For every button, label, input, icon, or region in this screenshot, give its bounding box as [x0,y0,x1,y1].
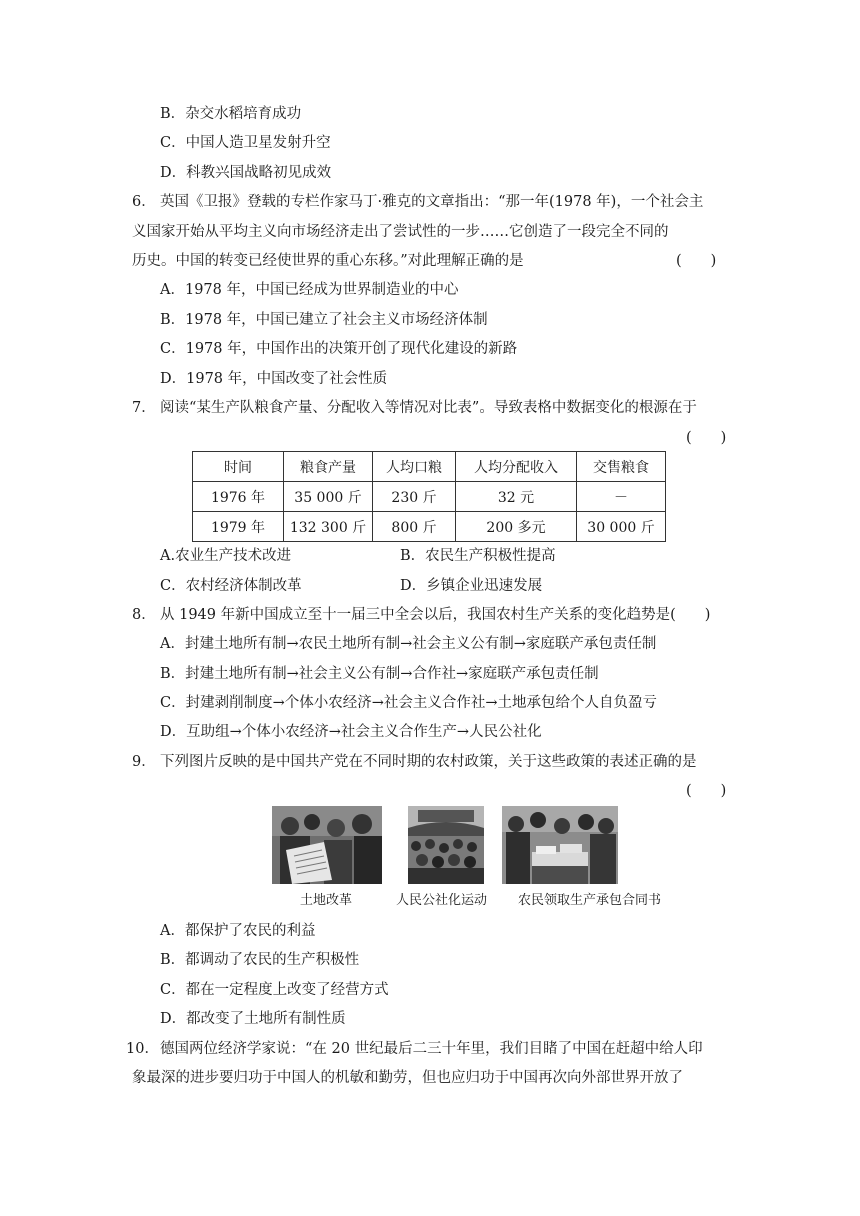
q8-option-a: A．封建土地所有制→农民土地所有制→社会主义公有制→家庭联产承包责任制 [160,636,657,652]
q10-stem-line-1: 德国两位经济学家说：“在 20 世纪最后二三十年里，我们目睹了中国在赶超中给人印 [160,1041,703,1057]
q5-option-b: B．杂交水稻培育成功 [160,106,302,122]
caption-contract-signing: 农民领取生产承包合同书 [518,893,662,908]
table-cell: 230 斤 [373,482,456,512]
q6-option-b: B．1978 年，中国已建立了社会主义市场经济体制 [160,312,488,328]
q7-option-d: D．乡镇企业迅速发展 [400,578,543,594]
commune-movement-photo [408,806,484,884]
q9-option-c: C．都在一定程度上改变了经营方式 [160,982,389,998]
table-row [193,482,666,512]
q6-answer-paren: ( ) [676,253,717,269]
q6-stem-line-1: 英国《卫报》登载的专栏作家马丁·雅克的文章指出：“那一年(1978 年)，一个社会主 [160,194,704,210]
land-reform-photo [272,806,382,884]
table-header-row [193,452,666,482]
caption-land-reform: 土地改革 [300,893,353,908]
q7-answer-paren: ( ) [686,430,727,446]
table-cell: 132 300 斤 [284,512,373,542]
q8-stem-line-1: 从 1949 年新中国成立至十一届三中全会以后，我国农村生产关系的变化趋势是( ) [160,607,711,623]
q9-answer-paren: ( ) [686,783,727,799]
q7-stem-line-1: 阅读“某生产队粮食产量、分配收入等情况对比表”。导致表格中数据变化的根源在于 [160,400,697,416]
q6-option-c: C．1978 年，中国作出的决策开创了现代化建设的新路 [160,341,518,357]
table-header-cell: 时间 [193,452,284,482]
table-header-cell: 交售粮食 [577,452,666,482]
q9-stem-line-1: 下列图片反映的是中国共产党在不同时期的农村政策，关于这些政策的表述正确的是 [160,754,697,770]
table-cell: 32 元 [456,482,577,512]
q6-stem-line-3: 历史。中国的转变已经使世界的重心东移。”对此理解正确的是 [132,253,524,269]
table-cell: 35 000 斤 [284,482,373,512]
table-cell: 200 多元 [456,512,577,542]
table-cell: 1979 年 [193,512,284,542]
q7-comparison-table [192,451,666,542]
table-header-cell: 粮食产量 [284,452,373,482]
table-row [193,512,666,542]
table-header-cell: 人均分配收入 [456,452,577,482]
q8-option-c: C．封建剥削制度→个体小农经济→社会主义合作社→土地承包给个人自负盈亏 [160,695,658,711]
q9-option-d: D．都改变了土地所有制性质 [160,1011,346,1027]
q9-option-b: B．都调动了农民的生产积极性 [160,952,360,968]
q8-number: 8． [132,607,156,623]
caption-commune-movement: 人民公社化运动 [396,893,488,908]
q7-option-b: B．农民生产积极性提高 [400,548,556,564]
q7-option-a: A.农业生产技术改进 [160,548,292,564]
table-cell: 800 斤 [373,512,456,542]
q6-number: 6． [132,194,156,210]
table-cell: 30 000 斤 [577,512,666,542]
q7-number: 7． [132,400,156,416]
q6-option-d: D．1978 年，中国改变了社会性质 [160,371,388,387]
q8-option-b: B．封建土地所有制→社会主义公有制→合作社→家庭联产承包责任制 [160,666,599,682]
q7-option-c: C．农村经济体制改革 [160,578,302,594]
q10-number: 10． [126,1041,159,1057]
q6-option-a: A．1978 年，中国已经成为世界制造业的中心 [160,282,459,298]
contract-signing-photo [502,806,618,884]
q10-stem-line-2: 象最深的进步要归功于中国人的机敏和勤劳，但也应归功于中国再次向外部世界开放了 [132,1070,683,1086]
q6-stem-line-2: 义国家开始从平均主义向市场经济走出了尝试性的一步……它创造了一段完全不同的 [132,224,669,240]
table-header-cell: 人均口粮 [373,452,456,482]
table-cell: － [577,482,666,512]
table-cell: 1976 年 [193,482,284,512]
q5-option-c: C．中国人造卫星发射升空 [160,135,331,151]
q9-option-a: A．都保护了农民的利益 [160,923,316,939]
q5-option-d: D．科教兴国战略初见成效 [160,165,332,181]
q8-option-d: D．互助组→个体小农经济→社会主义合作生产→人民公社化 [160,724,542,740]
q9-number: 9． [132,754,156,770]
